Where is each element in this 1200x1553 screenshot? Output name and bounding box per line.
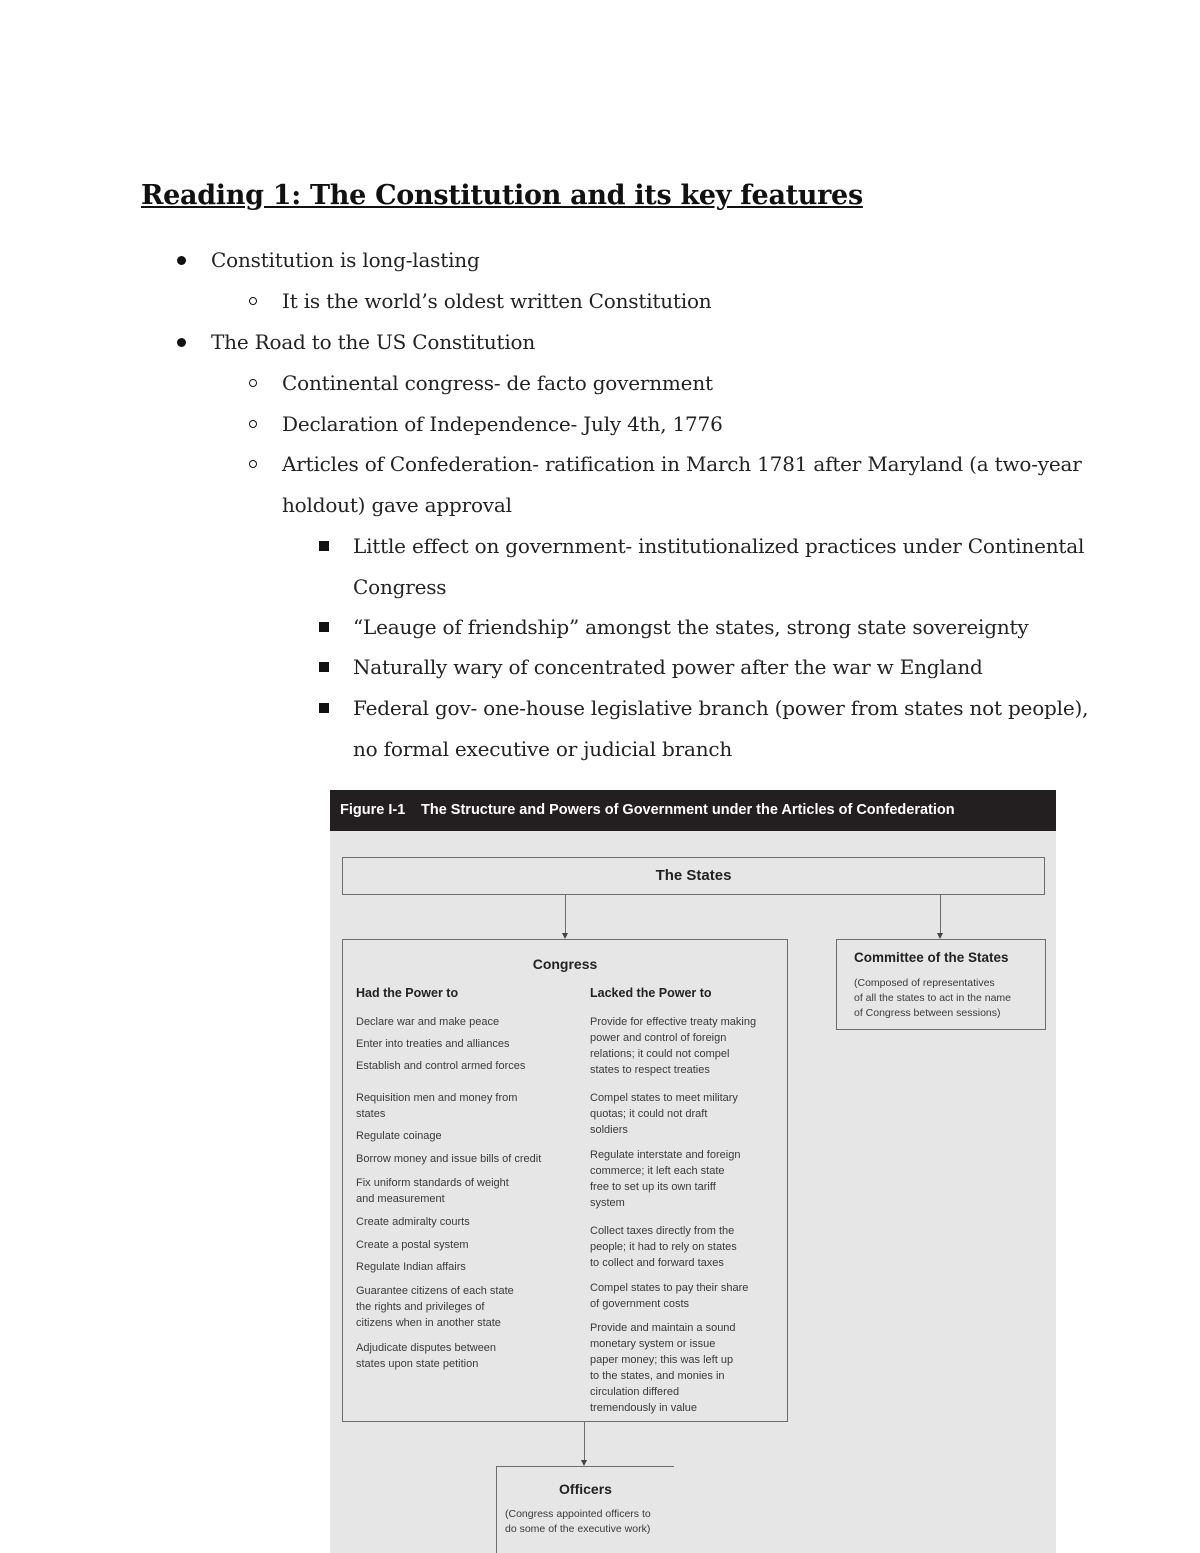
officers-description: (Congress appointed officers to do some of the executive work) xyxy=(505,1508,651,1535)
committee-title: Committee of the States xyxy=(854,950,1009,965)
square-bullet-icon xyxy=(319,703,329,713)
list-item-continuation: holdout) gave approval xyxy=(282,493,512,517)
figure-caption: The Structure and Powers of Government under the Articles of Confederation xyxy=(421,802,955,818)
list-item-text: “Leauge of friendship” amongst the states, strong state sovereignty xyxy=(353,615,1029,639)
list-item xyxy=(353,526,1084,567)
had-power-heading: Had the Power to xyxy=(356,986,459,1000)
had-power-item: Establish and control armed forces xyxy=(356,1060,526,1072)
list-item-text: It is the world’s oldest written Constitution xyxy=(282,289,712,313)
committee-description: (Composed of representatives of all the states to act in the name of Congress between sessions) xyxy=(854,977,1012,1019)
officers-box xyxy=(496,1466,674,1553)
congress-box xyxy=(342,939,788,1422)
lacked-power-heading: Lacked the Power to xyxy=(590,986,712,1000)
list-item-text: Federal gov- one-house legislative branch (power from states not people), xyxy=(353,696,1089,720)
list-item xyxy=(353,688,1088,729)
had-power-item: Create admiralty courts xyxy=(356,1216,470,1228)
connector-line xyxy=(565,895,566,933)
had-power-item: Adjudicate disputes between states upon state petition xyxy=(356,1342,497,1370)
filled-circle-bullet-icon xyxy=(177,338,186,347)
page-title: Reading 1: The Constitution and its key features xyxy=(141,180,863,211)
square-bullet-icon xyxy=(319,541,329,551)
congress-title: Congress xyxy=(532,956,598,972)
hollow-circle-bullet-icon xyxy=(249,297,257,305)
committee-box xyxy=(836,939,1046,1030)
list-item-text: Articles of Confederation- ratification in March 1781 after Maryland (a two-year xyxy=(282,452,1082,476)
had-power-item: Enter into treaties and alliances xyxy=(356,1038,510,1050)
had-power-item: Regulate coinage xyxy=(356,1130,442,1142)
lacked-power-item: Compel states to pay their share of government costs xyxy=(590,1282,749,1310)
lacked-power-item: Regulate interstate and foreign commerce; it left each state free to set up its own tariff system xyxy=(590,1149,741,1209)
list-item-continuation: Congress xyxy=(353,575,447,599)
list-item xyxy=(282,404,723,445)
list-item xyxy=(282,281,711,322)
had-power-item: Requisition men and money from states xyxy=(356,1092,518,1120)
list-item-text: Constitution is long-lasting xyxy=(211,248,480,272)
lacked-power-item: Collect taxes directly from the people; it had to rely on states to collect and forward taxes xyxy=(590,1225,737,1269)
states-box xyxy=(342,857,1045,895)
list-item-continuation: no formal executive or judicial branch xyxy=(353,737,733,761)
had-power-item: Regulate Indian affairs xyxy=(356,1261,466,1273)
states-label: The States xyxy=(655,867,732,884)
list-item xyxy=(211,322,535,363)
square-bullet-icon xyxy=(319,622,329,632)
list-item-text: Naturally wary of concentrated power after the war w England xyxy=(353,655,983,679)
had-power-item: Declare war and make peace xyxy=(356,1016,500,1028)
list-item-text: The Road to the US Constitution xyxy=(211,330,536,354)
officers-title: Officers xyxy=(559,1481,612,1497)
articles-of-confederation-figure xyxy=(330,790,1056,1553)
hollow-circle-bullet-icon xyxy=(249,420,257,428)
list-item-text: Little effect on government- institutionalized practices under Continental xyxy=(353,534,1085,558)
hollow-circle-bullet-icon xyxy=(249,379,257,387)
figure-number: Figure I-1 xyxy=(340,802,406,818)
hollow-circle-bullet-icon xyxy=(249,460,257,468)
lacked-power-item: Compel states to meet military quotas; it could not draft soldiers xyxy=(590,1092,738,1136)
figure-header xyxy=(330,790,1056,831)
list-item xyxy=(282,444,1082,485)
list-item xyxy=(211,240,480,281)
had-power-item: Guarantee citizens of each state the rights and privileges of citizens when in another state xyxy=(356,1285,514,1329)
list-item-text: Continental congress- de facto government xyxy=(282,371,713,395)
connector-line xyxy=(584,1422,585,1460)
list-item xyxy=(353,607,1028,648)
lacked-power-item: Provide and maintain a sound monetary system or issue paper money; this was left up to the states, and monies in circulation differed tremendously in value xyxy=(590,1322,736,1414)
had-power-item: Borrow money and issue bills of credit xyxy=(356,1153,542,1165)
had-power-item: Create a postal system xyxy=(356,1239,469,1251)
list-item xyxy=(353,647,983,688)
connector-line xyxy=(940,895,941,933)
filled-circle-bullet-icon xyxy=(177,256,186,265)
lacked-power-item: Provide for effective treaty making power and control of foreign relations; it could not compel states to respect treaties xyxy=(590,1016,757,1076)
list-item xyxy=(282,363,713,404)
square-bullet-icon xyxy=(319,662,329,672)
had-power-item: Fix uniform standards of weight and measurement xyxy=(356,1177,509,1205)
list-item-text: Declaration of Independence- July 4th, 1776 xyxy=(282,412,723,436)
